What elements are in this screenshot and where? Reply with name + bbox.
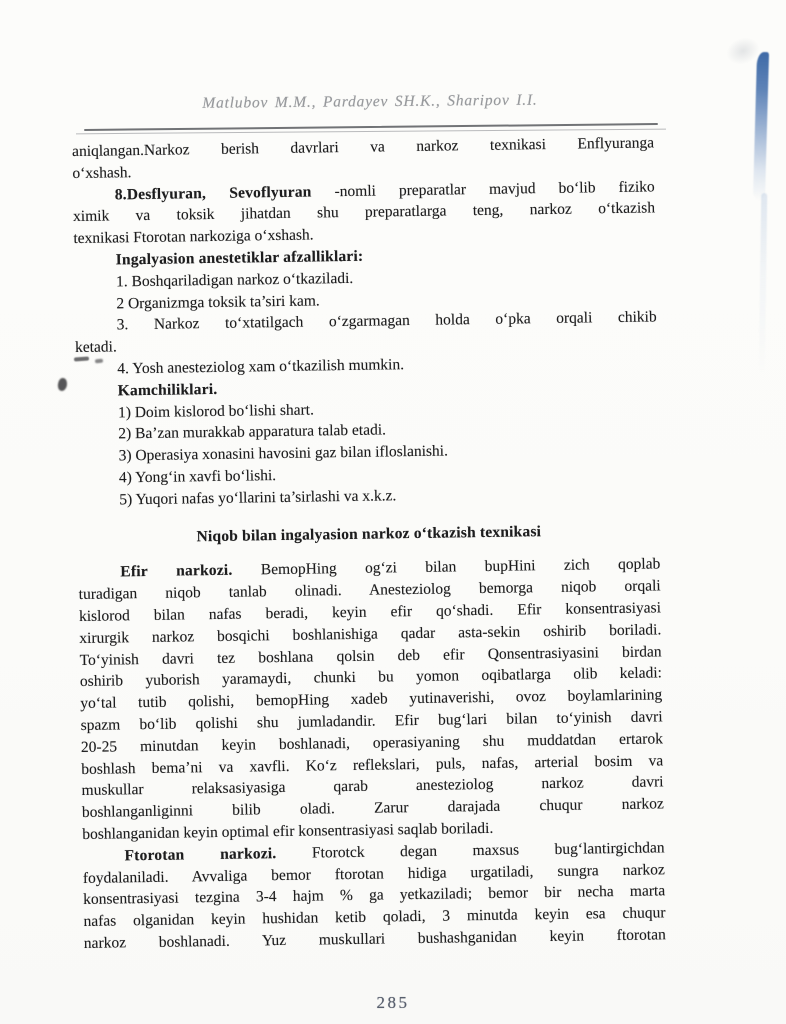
text-line: xirurgik narkoz bosqichi boshlanishiga qadar asta-sekin oshirib boriladi.: [79, 621, 662, 647]
text-line: 3. Narkoz to‘xtatilgach o‘zgarmagan holda o‘pka orqali chikib: [116, 308, 657, 334]
text-line: 8.Desflyuran, Sevoflyuran -nomli preparatlar mavjud bo‘lib fiziko: [114, 177, 655, 204]
text-line: 5) Yuqori nafas yo‘llarini ta’sirlashi va x.k.z.: [119, 487, 397, 509]
text-line: To‘yinish davri tez boshlana qolsin deb efir Qonsentrasiyasini birdan: [79, 642, 662, 669]
text-line: 4. Yosh anesteziolog xam o‘tkazilish mumkin.: [117, 356, 405, 378]
text-line: narkoz boshlanadi. Yuz muskullari bushashganidan keyin ftorotan: [83, 926, 666, 952]
text-line: 3) Operasiya xonasini havosini gaz bilan ifloslanishi.: [118, 442, 449, 465]
text-line: 2 Organizmga toksik ta’siri kam.: [116, 291, 320, 312]
text-line: Kamchiliklari.: [117, 380, 218, 400]
text-line: foydalaniladi. Avvaliga bemor ftorotan hidiga urgatiladi, sungra narkoz: [82, 860, 665, 887]
scan-artifact-blue-streak: [753, 52, 769, 200]
page-number: 285: [376, 993, 410, 1012]
text-line: spazm bo‘lib qolishi shu jumladandir. Efir bug‘lari bilan to‘yinish davri: [80, 708, 663, 734]
scan-artifact-ink-speck: [57, 377, 69, 392]
text-line: ketadi.: [74, 338, 117, 357]
text-line: ximik va toksik jihatdan shu preparatlarga teng, narkoz o‘tkazish: [72, 199, 656, 226]
text-line: konsentrasiyasi tezgina 3-4 hajm % ga yetkaziladi; bemor bir necha marta: [83, 882, 666, 909]
text-line: boshlash bema’ni va xavfli. Ko‘z reflekslari, puls, nafas, arterial bosim va: [81, 751, 664, 778]
body-text: [72, 132, 666, 954]
text-line: aniqlangan.Narkoz berish davrlari va narkoz texnikasi Enflyuranga: [71, 134, 655, 161]
scan-artifact-blue-streak-tail: [759, 193, 768, 373]
text-line: boshlanganidan keyin optimal efir konsentrasiyasi saqlab boriladi.: [82, 819, 494, 843]
text-line: yo‘tal tutib qolishi, bemopHing xadeb yutinaverishi, ovoz boylamlarining: [80, 686, 663, 713]
page-header: [78, 90, 662, 114]
text-line: 1) Doim kislorod bo‘lishi shart.: [117, 401, 315, 421]
text-line: o‘xshash.: [72, 163, 132, 182]
text-line: Ingalyasion anestetiklar afzalliklari:: [115, 247, 364, 269]
text-line: nafas olganidan keyin hushidan ketib qoladi, 3 minutda keyin esa chuqur: [83, 904, 666, 931]
text-line: texnikasi Ftorotan narkoziga o‘xshash.: [73, 226, 314, 248]
text-line: 2) Ba’zan murakkab apparatura talab etadi.: [118, 421, 387, 443]
text-line: 4) Yong‘in xavfi bo‘lishi.: [118, 467, 277, 487]
text-line: 1. Boshqariladigan narkoz o‘tkaziladi.: [115, 269, 354, 291]
text-line: Efir narkozi. BemopHing og‘zi bilan bupHini zich qoplab: [120, 555, 661, 581]
text-line: turadigan niqob tanlab olinadi. Anesteziolog bemorga niqob orqali: [78, 577, 661, 604]
text-line: boshlanganliginni bilib oladi. Zarur darajada chuqur narkoz: [81, 795, 664, 822]
text-line: 20-25 minutdan keyin boshlanadi, operasiyaning shu muddatdan ertarok: [80, 730, 664, 756]
header-authors: Matlubov M.M., Pardayev SH.K., Sharipov I.I.: [202, 91, 538, 112]
text-line: oshirib yuborish yaramaydi, chunki bu yomon oqibatlarga olib keladi:: [79, 664, 663, 691]
text-line: kislorod bilan nafas beradi, keyin efir qo‘shadi. Efir konsentrasiyasi: [78, 599, 662, 625]
text-line: Ftorotan narkozi. Ftorotck degan maxsus bug‘lantirgichdan: [124, 839, 665, 865]
text-line: muskullar relaksasiyasiga qarab anesteziolog narkoz davri: [81, 773, 664, 800]
section-heading: Niqob bilan ingalyasion narkoz o‘tkazish texnikasi: [196, 522, 542, 545]
